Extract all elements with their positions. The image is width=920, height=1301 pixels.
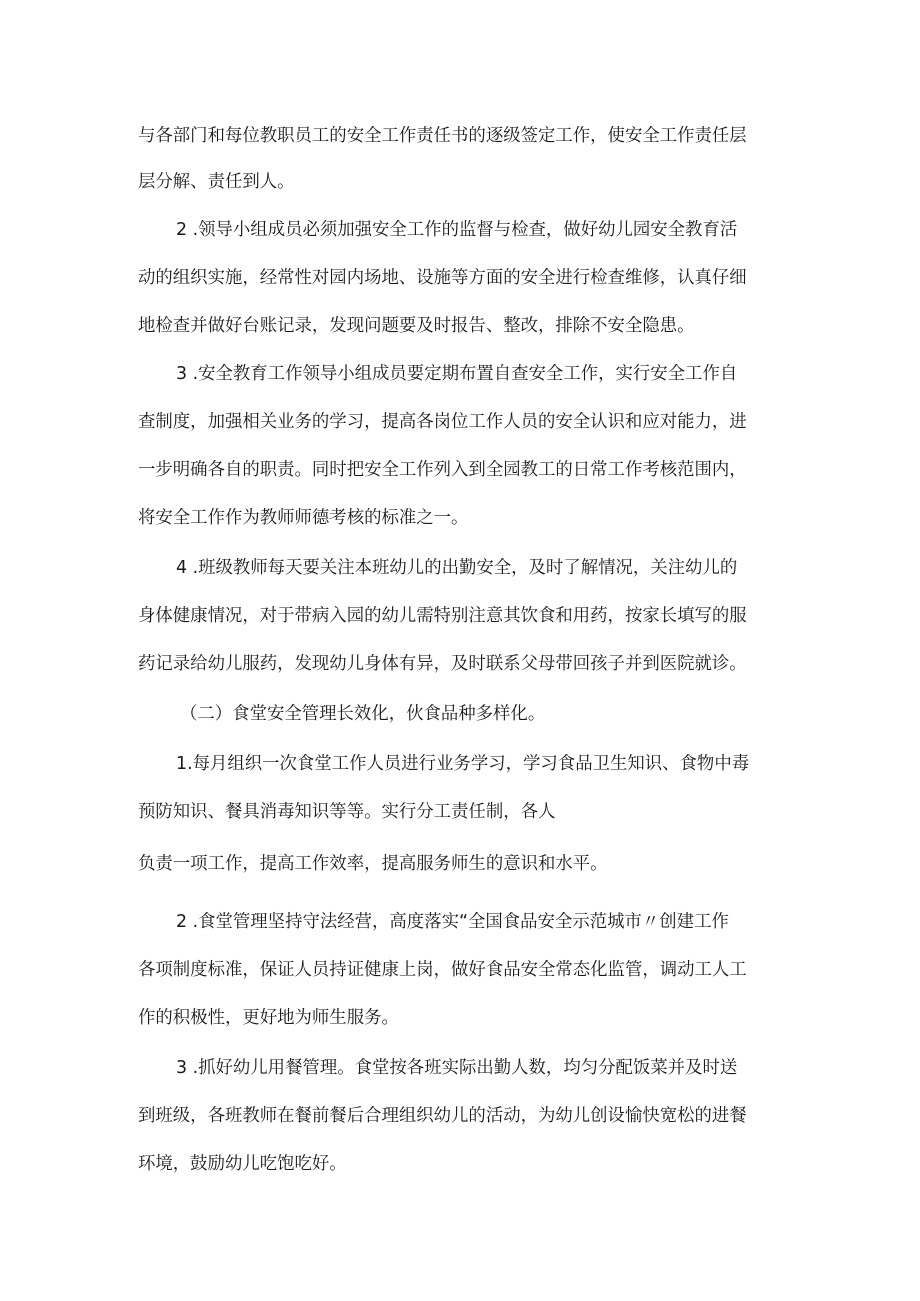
text-line: 查制度，加强相关业务的学习，提高各岗位工作人员的安全认识和应对能力，进 [138,412,747,432]
text-line: 地检查并做好台账记录，发现问题要及时报告、整改，排除不安全隐患。 [138,316,695,336]
text-line: 层分解、责任到人。 [138,172,295,192]
text-line: 环境，鼓励幼儿吃饱吃好。 [138,1154,347,1174]
text-line: 动的组织实施，经常性对园内场地、设施等方面的安全进行检查维修，认真仔细 [138,268,747,288]
text-line: 与各部门和每位教职员工的安全工作责任书的逐级签定工作，使安全工作责任层 [138,126,747,146]
text-line: 药记录给幼儿服药，发现幼儿身体有异，及时联系父母带回孩子并到医院就诊。 [138,654,747,674]
text-line: 作的积极性，更好地为师生服务。 [138,1008,399,1028]
paragraph-item-2-line: 2 .领导小组成员必须加强安全工作的监督与检查，做好幼儿园安全教育活 [176,220,738,240]
text-line: 一步明确各自的职责。同时把安全工作列入到全园教工的日常工作考核范围内， [138,460,747,480]
section-heading: （二）食堂安全管理长效化，伙食品种多样化。 [180,704,546,724]
text-line: 负责一项工作，提高工作效率，提高服务师生的意识和水平。 [138,854,608,874]
text-line: 到班级，各班教师在餐前餐后合理组织幼儿的活动，为幼儿创设愉快宽松的进餐 [138,1106,747,1126]
paragraph-item-2-line: 2 .食堂管理坚持守法经营，高度落实“全国食品安全示范城市〃创建工作 [176,912,729,932]
paragraph-item-3-line: 3 .安全教育工作领导小组成员要定期布置自查安全工作，实行安全工作自 [176,364,738,384]
paragraph-item-3-line: 3 .抓好幼儿用餐管理。食堂按各班实际出勤人数，均匀分配饭菜并及时送 [176,1058,738,1078]
text-line: 预防知识、餐具消毒知识等等。实行分工责任制，各人 [138,802,556,822]
paragraph-item-4-line: 4 .班级教师每天要关注本班幼儿的出勤安全，及时了解情况，关注幼儿的 [176,558,738,578]
text-line: 将安全工作作为教师师德考核的标准之一。 [138,508,469,528]
text-line: 身体健康情况，对于带病入园的幼儿需特别注意其饮食和用药，按家长填写的服 [138,606,747,626]
text-line: 各项制度标准，保证人员持证健康上岗，做好食品安全常态化监管，调动工人工 [138,960,747,980]
paragraph-item-1-line: 1.每月组织一次食堂工作人员进行业务学习，学习食品卫生知识、食物中毒 [176,754,750,774]
